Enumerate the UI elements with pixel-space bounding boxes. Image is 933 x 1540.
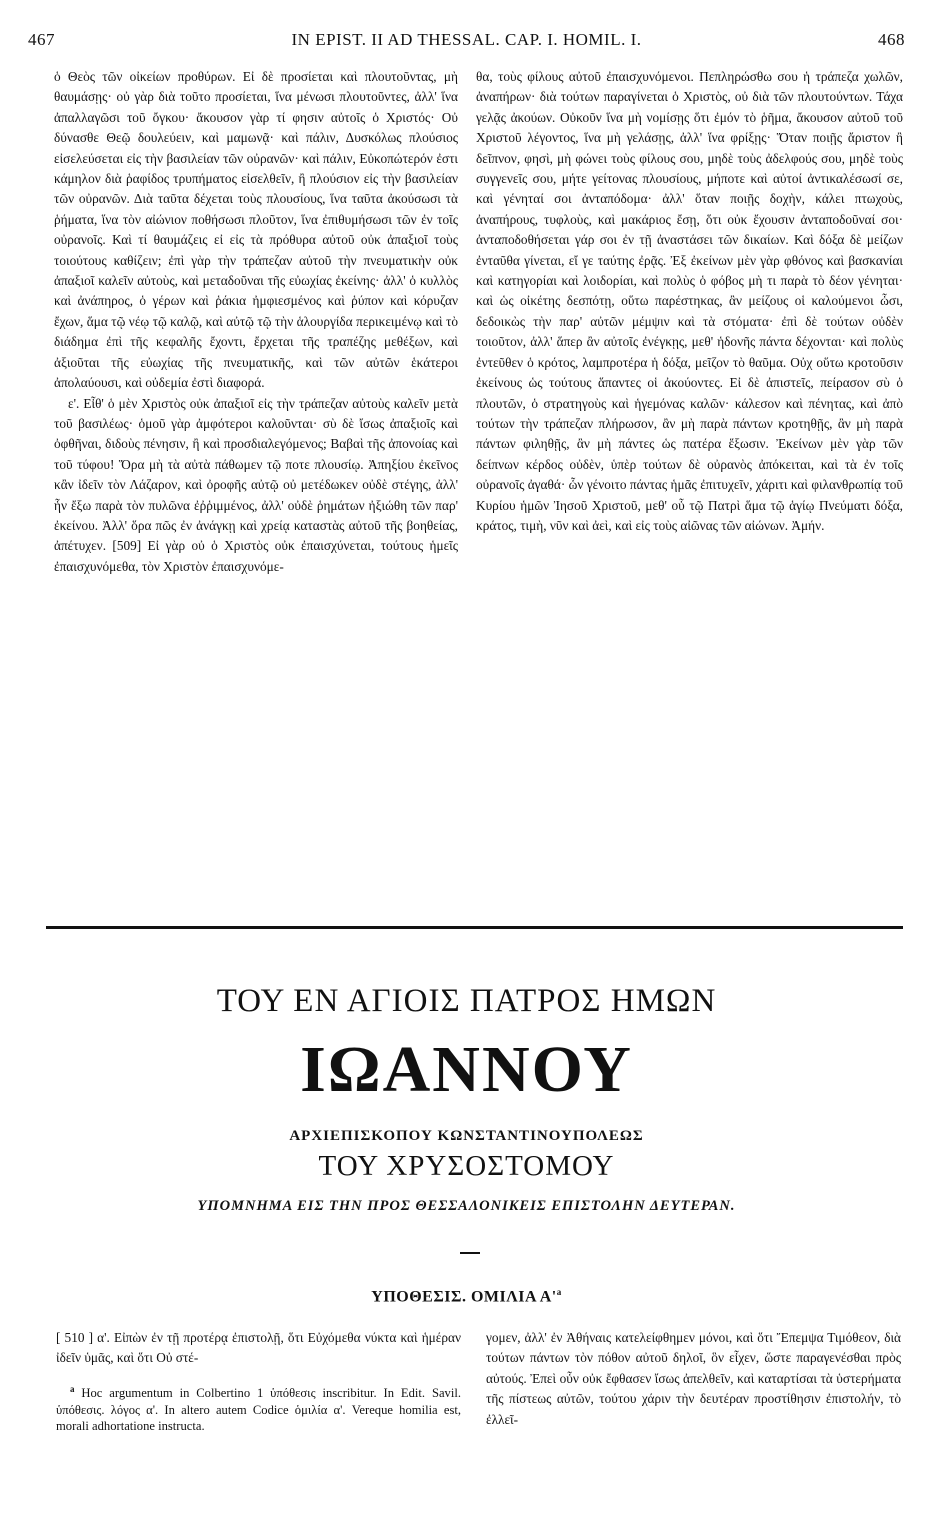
section-divider — [46, 926, 903, 929]
paragraph: γομεν, ἀλλ' ἐν Ἀθήναις κατελείφθημεν μόνοι, καὶ ὅτι Ἔπεμψα Τιμόθεον, διὰ τούτων πάντων τὸν πόθον αὐτοῦ δηλοῖ, ὃν εἶχεν, ὥστε παραγενέσθαι πρὸς αὐτούς. Ἐπεὶ οὖν οὐκ ἔφθασεν ἴσως ἀπελθεῖν, καὶ καταρτίσαι τὰ ὑστερήματα τῆς πίστεως αὐτῶν, τούτου χάριν τὴν δευτέραν προστίθησιν ἐπιστολήν, τὸ ἐλλεῖ- — [486, 1330, 901, 1427]
paragraph: θα, τοὺς φίλους αὐτοῦ ἐπαισχυνόμενοι. Πεπληρώσθω σου ἡ τράπεζα χωλῶν, ἀναπήρων· διὰ τούτων παραγίνεται ὁ Χριστὸς, οὐ διὰ τῶν πλουτούντων. Τάχα γελᾷς ἀκούων. Οὐκοῦν ἵνα μὴ νομίσῃς ὅτι ἐμόν τὸ ῥῆμα, ἄκουσον αὐτοῦ τοῦ Χριστοῦ λέγοντος, ἵνα μὴ γελάσῃς, ἀλλ' ἵνα φρίξῃς· Ὅταν ποιῇς ἄριστον ἢ δεῖπνον, φησὶ, μὴ φώνει τοὺς φίλους σου, μηδὲ τοὺς ἀδελφούς σου, μηδὲ τοὺς συγγενεῖς σου, μήτε γείτονας πλουσίους, μήποτε καὶ αὐτοί ἀντικαλέσωσί σε, καὶ γένηταί σοι ἀνταπόδομα· ἀλλ' ὅταν ποιῇς δοχὴν, κάλει πτωχοὺς, ἀναπήρους, τυφλοὺς, καὶ μακάριος ἔσῃ, ὅτι οὐκ ἔχουσιν ἀνταποδοῦναί σοι· ἀνταποδοθήσεται γάρ σοι ἐν τῇ ἀναστάσει τῶν δικαίων. Καὶ δόξα δὲ μείζων ἐνταῦθα γίνεται, εἴ γε ταύτης ἐρᾷς. Ἐξ ἐκείνων μὲν γὰρ φθόνος καὶ βασκανίαι καὶ κατηγορίαι καὶ λοιδορίαι, καὶ πολὺς ὁ φόβος μὴ τι παρὰ τὸ δέον γένηται· καὶ ὡς οἰκέτης δεσπότῃ, οὕτω παρέστηκας, ἂν μείζους οἱ καλούμενοι ὦσι, δεδοικὼς τὴν παρ' αὐτῶν μέμψιν καὶ τὰ στόματα· ἐπὶ δὲ τούτων οὐδὲν τοιοῦτον, ἀλλ' ἅπερ ἂν αὐτοῖς ἐνέγκῃς, μεθ' ἡδονῆς πάντα δέχονται· καὶ πολὺς ἐντεῦθεν ὁ κρότος, λαμπροτέρα ἡ δόξα, μεῖζον τὸ θαῦμα. Οὐχ οὕτω κροτοῦσιν ἐκείνους ὡς τούτους ἅπαντες οἱ ἀκούοντες. Εἰ δὲ ἀπιστεῖς, πείρασον σὺ ὁ πλουτῶν, ὁ στρατηγοὺς καὶ ἡγεμόνας καλῶν· κάλεσον καὶ πένητας, καὶ ἀπὸ τούτων τὴν τράπεζαν πλήρωσον, ἂν μὴ παρὰ πάντων κροτηθῇς, ἂν μὴ παρὰ πάντων φιληθῇς, ἂν μὴ πάντες ὡς πατέρα ἕξωσιν. Ἐκείνων μὲν γὰρ τῶν δείπνων κέρδος οὐδὲν, ὑπὲρ τούτων δὲ οὐρανὸς ἀπόκειται, καὶ τὰ ἐν τοῖς οὐρανοῖς ἀγαθά· ὧν γένοιτο πάντας ἡμᾶς ἐπιτυχεῖν, χάριτι καὶ φιλανθρωπίᾳ τοῦ Κυρίου ἡμῶν Ἰησοῦ Χριστοῦ, μεθ' οὗ τῷ Πατρὶ ἅμα τῷ ἁγίῳ Πνεύματι δόξα, κράτος, τιμὴ, νῦν καὶ ἀεὶ, καὶ εἰς τοὺς αἰῶνας τῶν αἰώνων. Ἀμήν. — [476, 69, 903, 533]
bottom-right-column — [486, 1328, 901, 1518]
top-left-column — [54, 67, 458, 887]
footnote-text: Hoc argumentum in Colbertino 1 ὑπόθεσις inscribitur. In Edit. Savil. ὑπόθεσις. λόγος α'. In altero autem Codice ὁμιλία α'. Vereque homilia est, morali adhortatione instructa. — [56, 1386, 461, 1433]
short-rule — [460, 1252, 480, 1254]
footnote-marker: a — [70, 1383, 75, 1394]
footnote-marker: a — [556, 1287, 562, 1297]
paragraph: ε'. Εἶθ' ὁ μὲν Χριστὸς οὐκ ἀπαξιοῖ εἰς τὴν τράπεζαν αὐτοὺς καλεῖν μετὰ τοῦ βασιλέως· ὁμοῦ γὰρ ἀμφότεροι καλοῦνται· σὺ δὲ ἴσως ἀπαξιοῖς καὶ ὀφθῆναι, διδοὺς πένησιν, ἢ καὶ προσδιαλεγόμενος; Βαβαὶ τῆς ἀπονοίας καὶ τοῦ τύφου! Ὅρα μὴ τὰ αὐτὰ πάθωμεν τῷ ποτε πλουσίῳ. Ἀπηξίου ἐκεῖνος κἂν ἰδεῖν τὸν Λάζαρον, καὶ ὀροφῆς αὐτῷ οὐ μετέδωκεν οὐδὲ στέγης, ἀλλ' ἦν ἔξω παρὰ τὸν πυλῶνα ἐῤῥιμμένος, ἀλλ' οὐδὲ ῥημάτων ἠξιώθη τῶν παρ' ἐκείνου. Ἀλλ' ὅρα πῶς ἐν ἀνάγκῃ καὶ χρείᾳ καταστὰς αὐτοῦ τῆς βοηθείας, ἀπέτυχεν. [509] Εἰ γὰρ οὐ ὁ Χριστὸς οὐκ ἐπαισχύνεται, τούτους ἡμεῖς ἐπαισχυνόμεθα, τὸν Χριστὸν ἐπαισχυνόμε- — [54, 395, 458, 574]
section-heading — [0, 1287, 933, 1306]
paragraph: ὁ Θεὸς τῶν οἰκείων προθύρων. Εἰ δὲ προσίεται καὶ πλουτοῦντας, μὴ θαυμάσῃς· οὐ γὰρ διὰ τοῦτο προσίεται, ἵνα μένωσι πλουτοῦντες, ἀλλ' ἵνα ἀπαλλαγῶσι τοῦ ὄγκου· ἄκουσον γὰρ τί φησιν αὐτοῖς ὁ Χριστός· Οὐ δύνασθε Θεῷ δουλεύειν, καὶ μαμωνᾷ· καὶ πάλιν, Δυσκόλως πλούσιος εἰσελεύσεται εἰς τὴν βασιλείαν τῶν οὐρανῶν· καὶ πάλιν, Εὐκοπώτερόν ἐστι κάμηλον διὰ ῥαφίδος τρυπήματος εἰσελθεῖν, ἢ πλούσιον εἰς τὴν βασιλείαν τῶν οὐρανῶν. Διὰ ταῦτα δέχεται τοὺς πλουσίους, ἵνα ταῦτα ἀκούσωσι τὰ ῥήματα, ἵνα τὸν αἰώνιον ποθήσωσι πλοῦτον, ἵνα ἐπιθυμήσωσι τῶν ἐν τοῖς οὐρανοῖς. Καὶ τί θαυμάζεις εἰ εἰς τὰ πρόθυρα αὐτοῦ οὐκ ἀπαξιοῖ τοὺς τοιούτους καθίζειν; ἐπὶ γὰρ τὴν τράπεζαν αὐτοῦ τὴν πνευματικὴν οὐκ ἀπαξιοῖ καλεῖν αὐτοὺς, καὶ μεταδοῦναι τῆς εὐωχίας ἐκείνης· ἀλλ' ὁ κυλλὸς καὶ ἀνάπηρος, ὁ γέρων καὶ ῥάκια ἠμφιεσμένος καὶ ῥύπον καὶ κόρυζαν ἔχων, ἅμα τῷ νέῳ τῷ καλῷ, καὶ αὐτῷ τῷ τὴν ἁλουργίδα περικειμένῳ καὶ τὸ διάδημα ἐπὶ τῆς κεφαλῆς ἔχοντι, ἔρχεται τῆς τραπέζης μεθέξων, καὶ ἀξιοῦται τῆς εὐωχίας τῆς πνευματικῆς, καὶ τῶν αὐτῶν ἑκάτεροι ἀπολαύουσι, καὶ οὐδεμία ἐστὶ διαφορά. — [54, 69, 458, 391]
footnote — [56, 1381, 461, 1435]
top-right-column — [476, 67, 903, 887]
section-heading-text: ΥΠΟΘΕΣΙΣ. ΟΜΙΛΙΑ Α' — [371, 1288, 557, 1306]
work-title: ΥΠΟΜΝΗΜΑ ΕΙΣ ΤΗΝ ΠΡΟΣ ΘΕΣΣΑΛΟΝΙΚΕΙΣ ΕΠΙΣΤΟΛΗΝ ΔΕΥΤΕΡΑΝ. — [197, 1198, 736, 1214]
author-office: ΑΡΧΙΕΠΙΣΚΟΠΟΥ ΚΩΝΣΤΑΝΤΙΝΟΥΠΟΛΕΩΣ — [289, 1128, 644, 1144]
author-name: ΙΩΑΝΝΟΥ — [300, 1033, 633, 1106]
running-title: IN EPIST. II AD THESSAL. CAP. I. HOMIL. I. — [291, 30, 642, 49]
bottom-left-column — [56, 1328, 461, 1518]
author-epithet: ΤΟΥ ΧΡΥΣΟΣΤΟΜΟΥ — [318, 1150, 615, 1182]
title-line-1: ΤΟΥ ΕΝ ΑΓΙΟΙΣ ΠΑΤΡΟΣ ΗΜΩΝ — [216, 983, 717, 1019]
right-page-number: 468 — [878, 30, 905, 49]
running-header — [28, 30, 905, 54]
paragraph: [ 510 ] α'. Εἰπὼν ἐν τῇ προτέρᾳ ἐπιστολῇ, ὅτι Εὐχόμεθα νύκτα καὶ ἡμέραν ἰδεῖν ὑμᾶς, καὶ ὅτι Οὐ στέ- — [56, 1330, 461, 1366]
left-page-number: 467 — [28, 30, 55, 49]
